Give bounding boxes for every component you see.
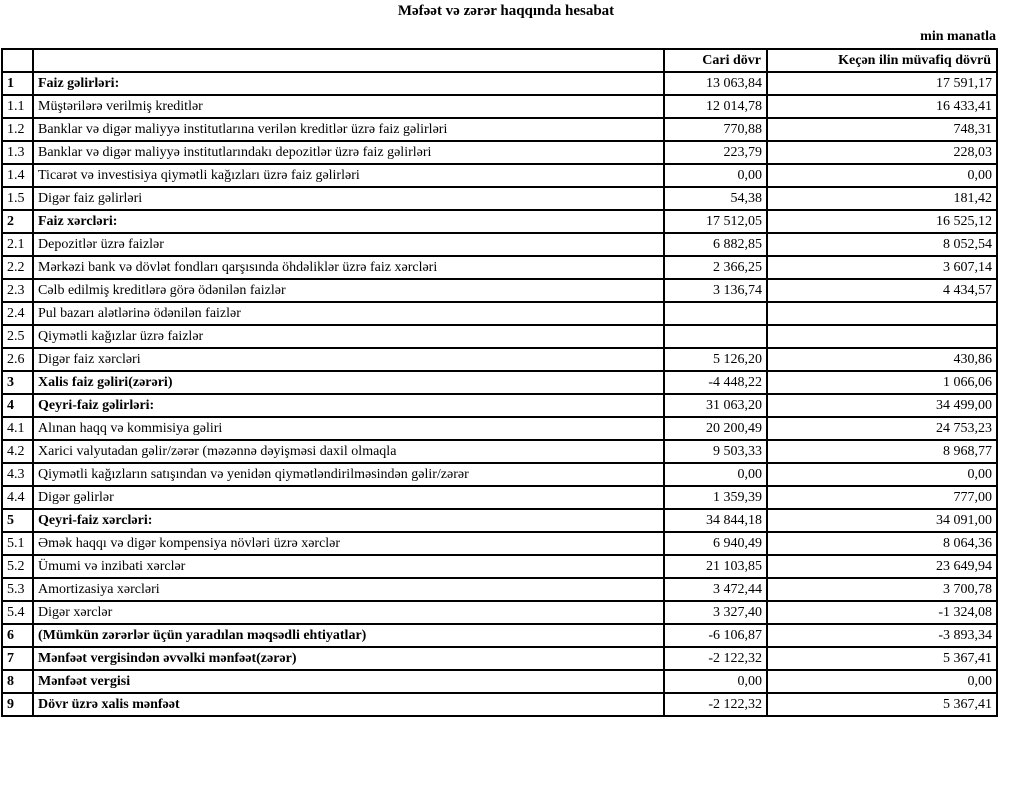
previous-value-cell [767, 325, 997, 348]
row-label-cell: Qeyri-faiz gəlirləri: [33, 394, 664, 417]
row-number-cell: 3 [2, 371, 33, 394]
previous-value-cell: 0,00 [767, 463, 997, 486]
previous-value-cell: 5 367,41 [767, 693, 997, 716]
page-title: Məfəət və zərər haqqında hesabat [397, 3, 615, 19]
header-number-cell [2, 49, 33, 72]
previous-value-cell: 3 700,78 [767, 578, 997, 601]
previous-value-cell: 181,42 [767, 187, 997, 210]
row-label-cell: Digər faiz gəlirləri [33, 187, 664, 210]
previous-value-cell: 430,86 [767, 348, 997, 371]
row-label-cell: Pul bazarı alətlərinə ödənilən faizlər [33, 302, 664, 325]
previous-value-cell: 34 091,00 [767, 509, 997, 532]
row-number-cell: 6 [2, 624, 33, 647]
current-value-cell: 2 366,25 [664, 256, 767, 279]
row-number-cell: 2.4 [2, 302, 33, 325]
row-label-cell: Banklar və digər maliyyə institutlarına verilən kreditlər üzrə faiz gəlirləri [33, 118, 664, 141]
table-header [2, 49, 997, 72]
previous-value-cell [767, 302, 997, 325]
header-previous-period: Keçən ilin müvafiq dövrü [767, 49, 997, 72]
row-number-cell: 1.5 [2, 187, 33, 210]
previous-value-cell: 777,00 [767, 486, 997, 509]
row-number-cell: 4.3 [2, 463, 33, 486]
row-label-cell: Ümumi və inzibati xərclər [33, 555, 664, 578]
previous-value-cell: 748,31 [767, 118, 997, 141]
previous-value-cell: 0,00 [767, 164, 997, 187]
unit-note: min manatla [920, 29, 996, 44]
table-row [2, 394, 997, 417]
previous-value-cell: 4 434,57 [767, 279, 997, 302]
table-header-row [2, 49, 997, 72]
table-row [2, 187, 997, 210]
previous-value-cell: 8 064,36 [767, 532, 997, 555]
current-value-cell: -6 106,87 [664, 624, 767, 647]
current-value-cell [664, 302, 767, 325]
row-label-cell: Qiymətli kağızlar üzrə faizlər [33, 325, 664, 348]
current-value-cell: 6 940,49 [664, 532, 767, 555]
table-row [2, 256, 997, 279]
table-row [2, 233, 997, 256]
current-value-cell: 9 503,33 [664, 440, 767, 463]
table-row [2, 578, 997, 601]
current-value-cell: 34 844,18 [664, 509, 767, 532]
previous-value-cell: 16 433,41 [767, 95, 997, 118]
table-row [2, 164, 997, 187]
table-row [2, 532, 997, 555]
current-value-cell: -2 122,32 [664, 693, 767, 716]
current-value-cell: 1 359,39 [664, 486, 767, 509]
table-row [2, 302, 997, 325]
row-number-cell: 5.1 [2, 532, 33, 555]
row-label-cell: Dövr üzrə xalis mənfəət [33, 693, 664, 716]
row-number-cell: 1.2 [2, 118, 33, 141]
row-label-cell: Qiymətli kağızların satışından və yenidən qiymətləndirilməsindən gəlir/zərər [33, 463, 664, 486]
row-label-cell: Alınan haqq və kommisiya gəliri [33, 417, 664, 440]
row-number-cell: 1.1 [2, 95, 33, 118]
row-number-cell: 5 [2, 509, 33, 532]
current-value-cell: 3 472,44 [664, 578, 767, 601]
table-row [2, 670, 997, 693]
current-value-cell: 13 063,84 [664, 72, 767, 95]
current-value-cell [664, 325, 767, 348]
table-row [2, 348, 997, 371]
table-row [2, 118, 997, 141]
table-row [2, 509, 997, 532]
previous-value-cell: 3 607,14 [767, 256, 997, 279]
row-number-cell: 2.1 [2, 233, 33, 256]
table-row [2, 325, 997, 348]
table-row [2, 95, 997, 118]
current-value-cell: 21 103,85 [664, 555, 767, 578]
row-label-cell: Depozitlər üzrə faizlər [33, 233, 664, 256]
current-value-cell: -4 448,22 [664, 371, 767, 394]
previous-value-cell: 0,00 [767, 670, 997, 693]
row-label-cell: Banklar və digər maliyyə institutlarındakı depozitlər üzrə faiz gəlirləri [33, 141, 664, 164]
current-value-cell: 770,88 [664, 118, 767, 141]
table-row [2, 210, 997, 233]
row-label-cell: Faiz gəlirləri: [33, 72, 664, 95]
row-label-cell: Xarici valyutadan gəlir/zərər (məzənnə dəyişməsi daxil olmaqla [33, 440, 664, 463]
previous-value-cell: 16 525,12 [767, 210, 997, 233]
table-row [2, 279, 997, 302]
current-value-cell: 223,79 [664, 141, 767, 164]
row-label-cell: Digər gəlirlər [33, 486, 664, 509]
table-row [2, 440, 997, 463]
current-value-cell: 6 882,85 [664, 233, 767, 256]
row-label-cell: Faiz xərcləri: [33, 210, 664, 233]
table-row [2, 555, 997, 578]
row-label-cell: Mənfəət vergisindən əvvəlki mənfəət(zərər) [33, 647, 664, 670]
current-value-cell: 0,00 [664, 670, 767, 693]
row-number-cell: 9 [2, 693, 33, 716]
row-number-cell: 8 [2, 670, 33, 693]
row-number-cell: 1 [2, 72, 33, 95]
row-number-cell: 5.2 [2, 555, 33, 578]
row-number-cell: 1.4 [2, 164, 33, 187]
previous-value-cell: 23 649,94 [767, 555, 997, 578]
row-number-cell: 2.2 [2, 256, 33, 279]
row-label-cell: Xalis faiz gəliri(zərəri) [33, 371, 664, 394]
row-label-cell: (Mümkün zərərlər üçün yaradılan məqsədli ehtiyatlar) [33, 624, 664, 647]
row-number-cell: 5.3 [2, 578, 33, 601]
table-row [2, 647, 997, 670]
table-row [2, 693, 997, 716]
table-row [2, 486, 997, 509]
table-row [2, 624, 997, 647]
header-label-cell [33, 49, 664, 72]
current-value-cell: 3 327,40 [664, 601, 767, 624]
current-value-cell: 12 014,78 [664, 95, 767, 118]
table-row [2, 371, 997, 394]
previous-value-cell: -3 893,34 [767, 624, 997, 647]
previous-value-cell: -1 324,08 [767, 601, 997, 624]
row-label-cell: Digər xərclər [33, 601, 664, 624]
row-label-cell: Mənfəət vergisi [33, 670, 664, 693]
current-value-cell: 5 126,20 [664, 348, 767, 371]
current-value-cell: 31 063,20 [664, 394, 767, 417]
previous-value-cell: 228,03 [767, 141, 997, 164]
row-number-cell: 4.4 [2, 486, 33, 509]
row-number-cell: 2.3 [2, 279, 33, 302]
previous-value-cell: 8 968,77 [767, 440, 997, 463]
table-row [2, 72, 997, 95]
previous-value-cell: 17 591,17 [767, 72, 997, 95]
row-label-cell: Ticarət və investisiya qiymətli kağızları üzrə faiz gəlirləri [33, 164, 664, 187]
current-value-cell: 17 512,05 [664, 210, 767, 233]
current-value-cell: 0,00 [664, 463, 767, 486]
previous-value-cell: 8 052,54 [767, 233, 997, 256]
row-label-cell: Cəlb edilmiş kreditlərə görə ödənilən faizlər [33, 279, 664, 302]
row-number-cell: 2 [2, 210, 33, 233]
row-number-cell: 4.2 [2, 440, 33, 463]
table-row [2, 601, 997, 624]
row-number-cell: 2.5 [2, 325, 33, 348]
table-row [2, 463, 997, 486]
table-row [2, 417, 997, 440]
row-label-cell: Mərkəzi bank və dövlət fondları qarşısında öhdəliklər üzrə faiz xərcləri [33, 256, 664, 279]
current-value-cell: 54,38 [664, 187, 767, 210]
row-label-cell: Digər faiz xərcləri [33, 348, 664, 371]
previous-value-cell: 5 367,41 [767, 647, 997, 670]
previous-value-cell: 34 499,00 [767, 394, 997, 417]
row-label-cell: Əmək haqqı və digər kompensiya növləri üzrə xərclər [33, 532, 664, 555]
row-number-cell: 2.6 [2, 348, 33, 371]
row-number-cell: 7 [2, 647, 33, 670]
header-current-period: Cari dövr [664, 49, 767, 72]
row-label-cell: Qeyri-faiz xərcləri: [33, 509, 664, 532]
row-number-cell: 4.1 [2, 417, 33, 440]
row-label-cell: Amortizasiya xərcləri [33, 578, 664, 601]
previous-value-cell: 24 753,23 [767, 417, 997, 440]
current-value-cell: 0,00 [664, 164, 767, 187]
row-label-cell: Müştərilərə verilmiş kreditlər [33, 95, 664, 118]
profit-loss-table [1, 48, 998, 717]
row-number-cell: 4 [2, 394, 33, 417]
report-table-body [2, 72, 997, 716]
current-value-cell: -2 122,32 [664, 647, 767, 670]
row-number-cell: 5.4 [2, 601, 33, 624]
row-number-cell: 1.3 [2, 141, 33, 164]
current-value-cell: 3 136,74 [664, 279, 767, 302]
table-row [2, 141, 997, 164]
previous-value-cell: 1 066,06 [767, 371, 997, 394]
current-value-cell: 20 200,49 [664, 417, 767, 440]
